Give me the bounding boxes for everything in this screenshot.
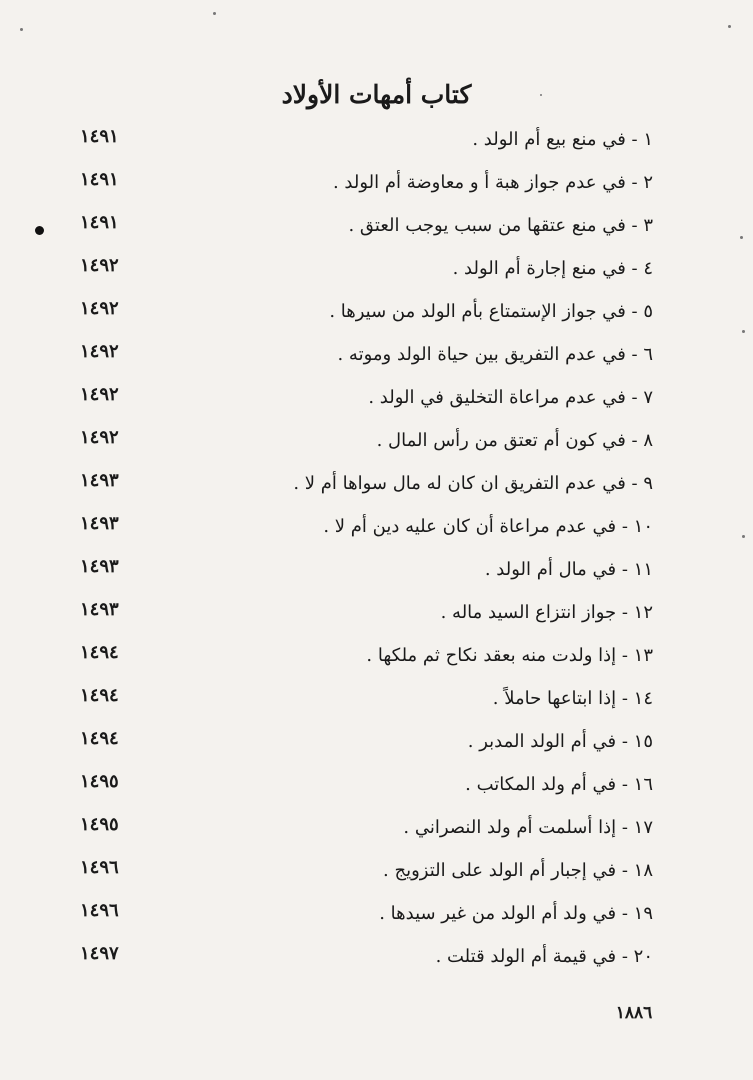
toc-entry-text: ٥ - في جواز الإستمتاع بأم الولد من سيرها . — [329, 301, 653, 322]
toc-entry-text: ١٥ - في أم الولد المدبر . — [467, 731, 653, 752]
paper-speck — [728, 25, 731, 28]
toc-entry-page-number: ١٤٩٣ — [80, 513, 119, 534]
toc-entry-text: ٣ - في منع عتقها من سبب يوجب العتق . — [348, 215, 653, 236]
toc-entry — [0, 249, 753, 289]
toc-entry — [0, 421, 753, 461]
toc-entry-text: ١٩ - في ولد أم الولد من غير سيدها . — [379, 903, 653, 924]
toc-entry-page-number: ١٤٩٤ — [80, 642, 119, 663]
toc-entry — [0, 550, 753, 590]
toc-entry — [0, 292, 753, 332]
toc-entry-text: ١٣ - إذا ولدت منه بعقد نكاح ثم ملكها . — [366, 645, 653, 666]
toc-entry-page-number: ١٤٩١ — [80, 212, 119, 233]
toc-entry-page-number: ١٤٩١ — [80, 169, 119, 190]
toc-entry — [0, 507, 753, 547]
toc-entry-page-number: ١٤٩٥ — [80, 814, 119, 835]
toc-entry-page-number: ١٤٩٣ — [80, 599, 119, 620]
ink-dot — [35, 226, 44, 235]
toc-entry — [0, 378, 753, 418]
toc-entry-page-number: ١٤٩٦ — [80, 857, 119, 878]
toc-entry-text: ١٧ - إذا أسلمت أم ولد النصراني . — [403, 817, 653, 838]
paper-speck — [213, 12, 216, 15]
toc-entry-page-number: ١٤٩٦ — [80, 900, 119, 921]
toc-entry-text: ١٦ - في أم ولد المكاتب . — [465, 774, 653, 795]
toc-entry — [0, 808, 753, 848]
toc-entry-text: ١٨ - في إجبار أم الولد على التزويج . — [383, 860, 653, 881]
toc-entry-page-number: ١٤٩٢ — [80, 384, 119, 405]
toc-entry-text: ١٠ - في عدم مراعاة أن كان عليه دين أم لا . — [323, 516, 653, 537]
toc-entry — [0, 163, 753, 203]
toc-entry — [0, 464, 753, 504]
toc-entry-page-number: ١٤٩٤ — [80, 728, 119, 749]
toc-entry — [0, 937, 753, 977]
toc-entry — [0, 206, 753, 246]
toc-entry-text: ١٢ - جواز انتزاع السيد ماله . — [440, 602, 653, 623]
toc-entry-page-number: ١٤٩٣ — [80, 470, 119, 491]
toc-entry-page-number: ١٤٩٢ — [80, 298, 119, 319]
toc-entry — [0, 722, 753, 762]
paper-speck — [742, 330, 745, 333]
toc-entry-text: ١٤ - إذا ابتاعها حاملاً . — [492, 688, 653, 709]
toc-entry-text: ١ - في منع بيع أم الولد . — [472, 129, 653, 150]
paper-speck — [740, 236, 743, 239]
toc-entry — [0, 765, 753, 805]
paper-speck — [540, 94, 542, 96]
toc-entry-page-number: ١٤٩٣ — [80, 556, 119, 577]
toc-entry-page-number: ١٤٩٢ — [80, 341, 119, 362]
toc-entry-page-number: ١٤٩٢ — [80, 427, 119, 448]
page-number: ١٨٨٦ — [615, 1003, 653, 1023]
toc-entry-text: ٧ - في عدم مراعاة التخليق في الولد . — [368, 387, 653, 408]
chapter-title: كتاب أمهات الأولاد — [281, 80, 472, 109]
toc-entry-page-number: ١٤٩٥ — [80, 771, 119, 792]
toc-entry-page-number: ١٤٩٢ — [80, 255, 119, 276]
toc-entry — [0, 679, 753, 719]
toc-entry — [0, 335, 753, 375]
toc-entry-page-number: ١٤٩١ — [80, 126, 119, 147]
paper-speck — [742, 535, 745, 538]
toc-entry-text: ٨ - في كون أم تعتق من رأس المال . — [376, 430, 653, 451]
toc-entry — [0, 636, 753, 676]
toc-entry-text: ٢ - في عدم جواز هبة أ و معاوضة أم الولد . — [332, 172, 653, 193]
toc-entry-text: ٩ - في عدم التفريق ان كان له مال سواها أم لا . — [293, 473, 653, 494]
toc-entry — [0, 851, 753, 891]
toc-entry — [0, 894, 753, 934]
paper-speck — [20, 28, 23, 31]
toc-entry-page-number: ١٤٩٤ — [80, 685, 119, 706]
toc-entry-text: ٤ - في منع إجارة أم الولد . — [452, 258, 653, 279]
toc-entry-text: ٦ - في عدم التفريق بين حياة الولد وموته . — [337, 344, 653, 365]
toc-entry-text: ٢٠ - في قيمة أم الولد قتلت . — [435, 946, 653, 967]
toc-entry-text: ١١ - في مال أم الولد . — [484, 559, 653, 580]
toc-entry — [0, 593, 753, 633]
table-of-contents — [0, 120, 753, 990]
toc-entry-page-number: ١٤٩٧ — [80, 943, 119, 964]
toc-entry — [0, 120, 753, 160]
